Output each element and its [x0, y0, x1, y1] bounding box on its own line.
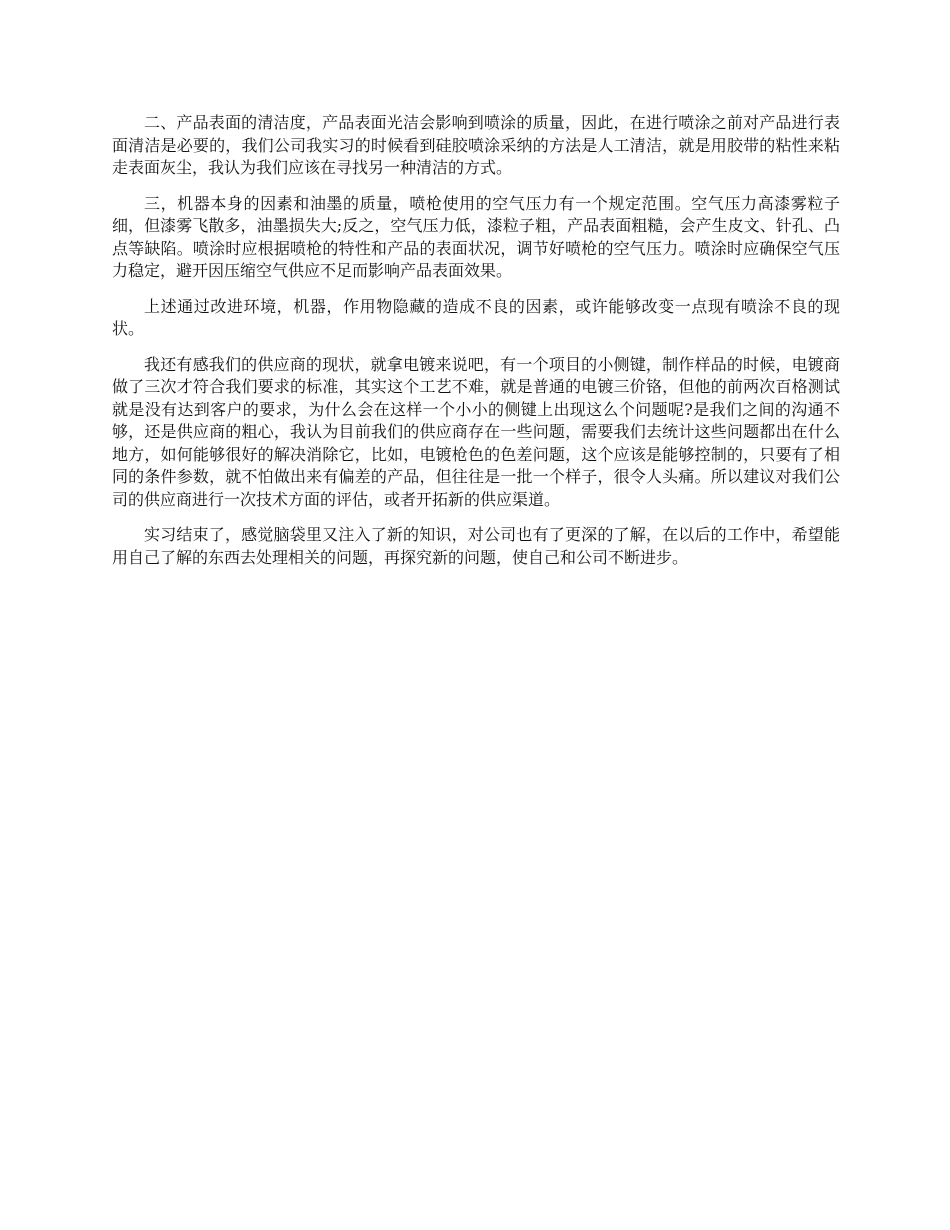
paragraph-improvement-summary: 上述通过改进环境，机器，作用物隐藏的造成不良的因素，或许能够改变一点现有喷涂不良的现状。 — [112, 296, 840, 338]
paragraph-conclusion: 实习结束了，感觉脑袋里又注入了新的知识，对公司也有了更深的了解，在以后的工作中，希望能用自己了解的东西去处理相关的问题，再探究新的问题，使自己和公司不断进步。 — [112, 525, 840, 567]
paragraph-machine-ink-quality: 三，机器本身的因素和油墨的质量，喷枪使用的空气压力有一个规定范围。空气压力高漆雾粒子细，但漆雾飞散多，油墨损失大;反之，空气压力低，漆粒子粗，产品表面粗糙，会产生皮文、针孔、凸点等缺陷。喷涂时应根据喷枪的特性和产品的表面状况，调节好喷枪的空气压力。喷涂时应确保空气压力稳定，避开因压缩空气供应不足而影响产品表面效果。 — [112, 193, 840, 280]
document-body — [112, 112, 840, 582]
paragraph-supplier-status: 我还有感我们的供应商的现状，就拿电镀来说吧，有一个项目的小侧键，制作样品的时候，电镀商做了三次才符合我们要求的标准，其实这个工艺不难，就是普通的电镀三价铬，但他的前两次百格测试就是没有达到客户的要求，为什么会在这样一个小小的侧键上出现这么个问题呢?是我们之间的沟通不够，还是供应商的粗心，我认为目前我们的供应商存在一些问题，需要我们去统计这些问题都出在什么地方，如何能够很好的解决消除它，比如，电镀枪色的色差问题，这个应该是能够控制的，只要有了相同的条件参数，就不怕做出来有偏差的产品，但往往是一批一个样子，很令人头痛。所以建议对我们公司的供应商进行一次技术方面的评估，或者开拓新的供应渠道。 — [112, 354, 840, 509]
paragraph-surface-cleanliness: 二、产品表面的清洁度，产品表面光洁会影响到喷涂的质量，因此，在进行喷涂之前对产品进行表面清洁是必要的，我们公司我实习的时候看到硅胶喷涂采纳的方法是人工清洁，就是用胶带的粘性来粘走表面灰尘，我认为我们应该在寻找另一种清洁的方式。 — [112, 113, 840, 177]
